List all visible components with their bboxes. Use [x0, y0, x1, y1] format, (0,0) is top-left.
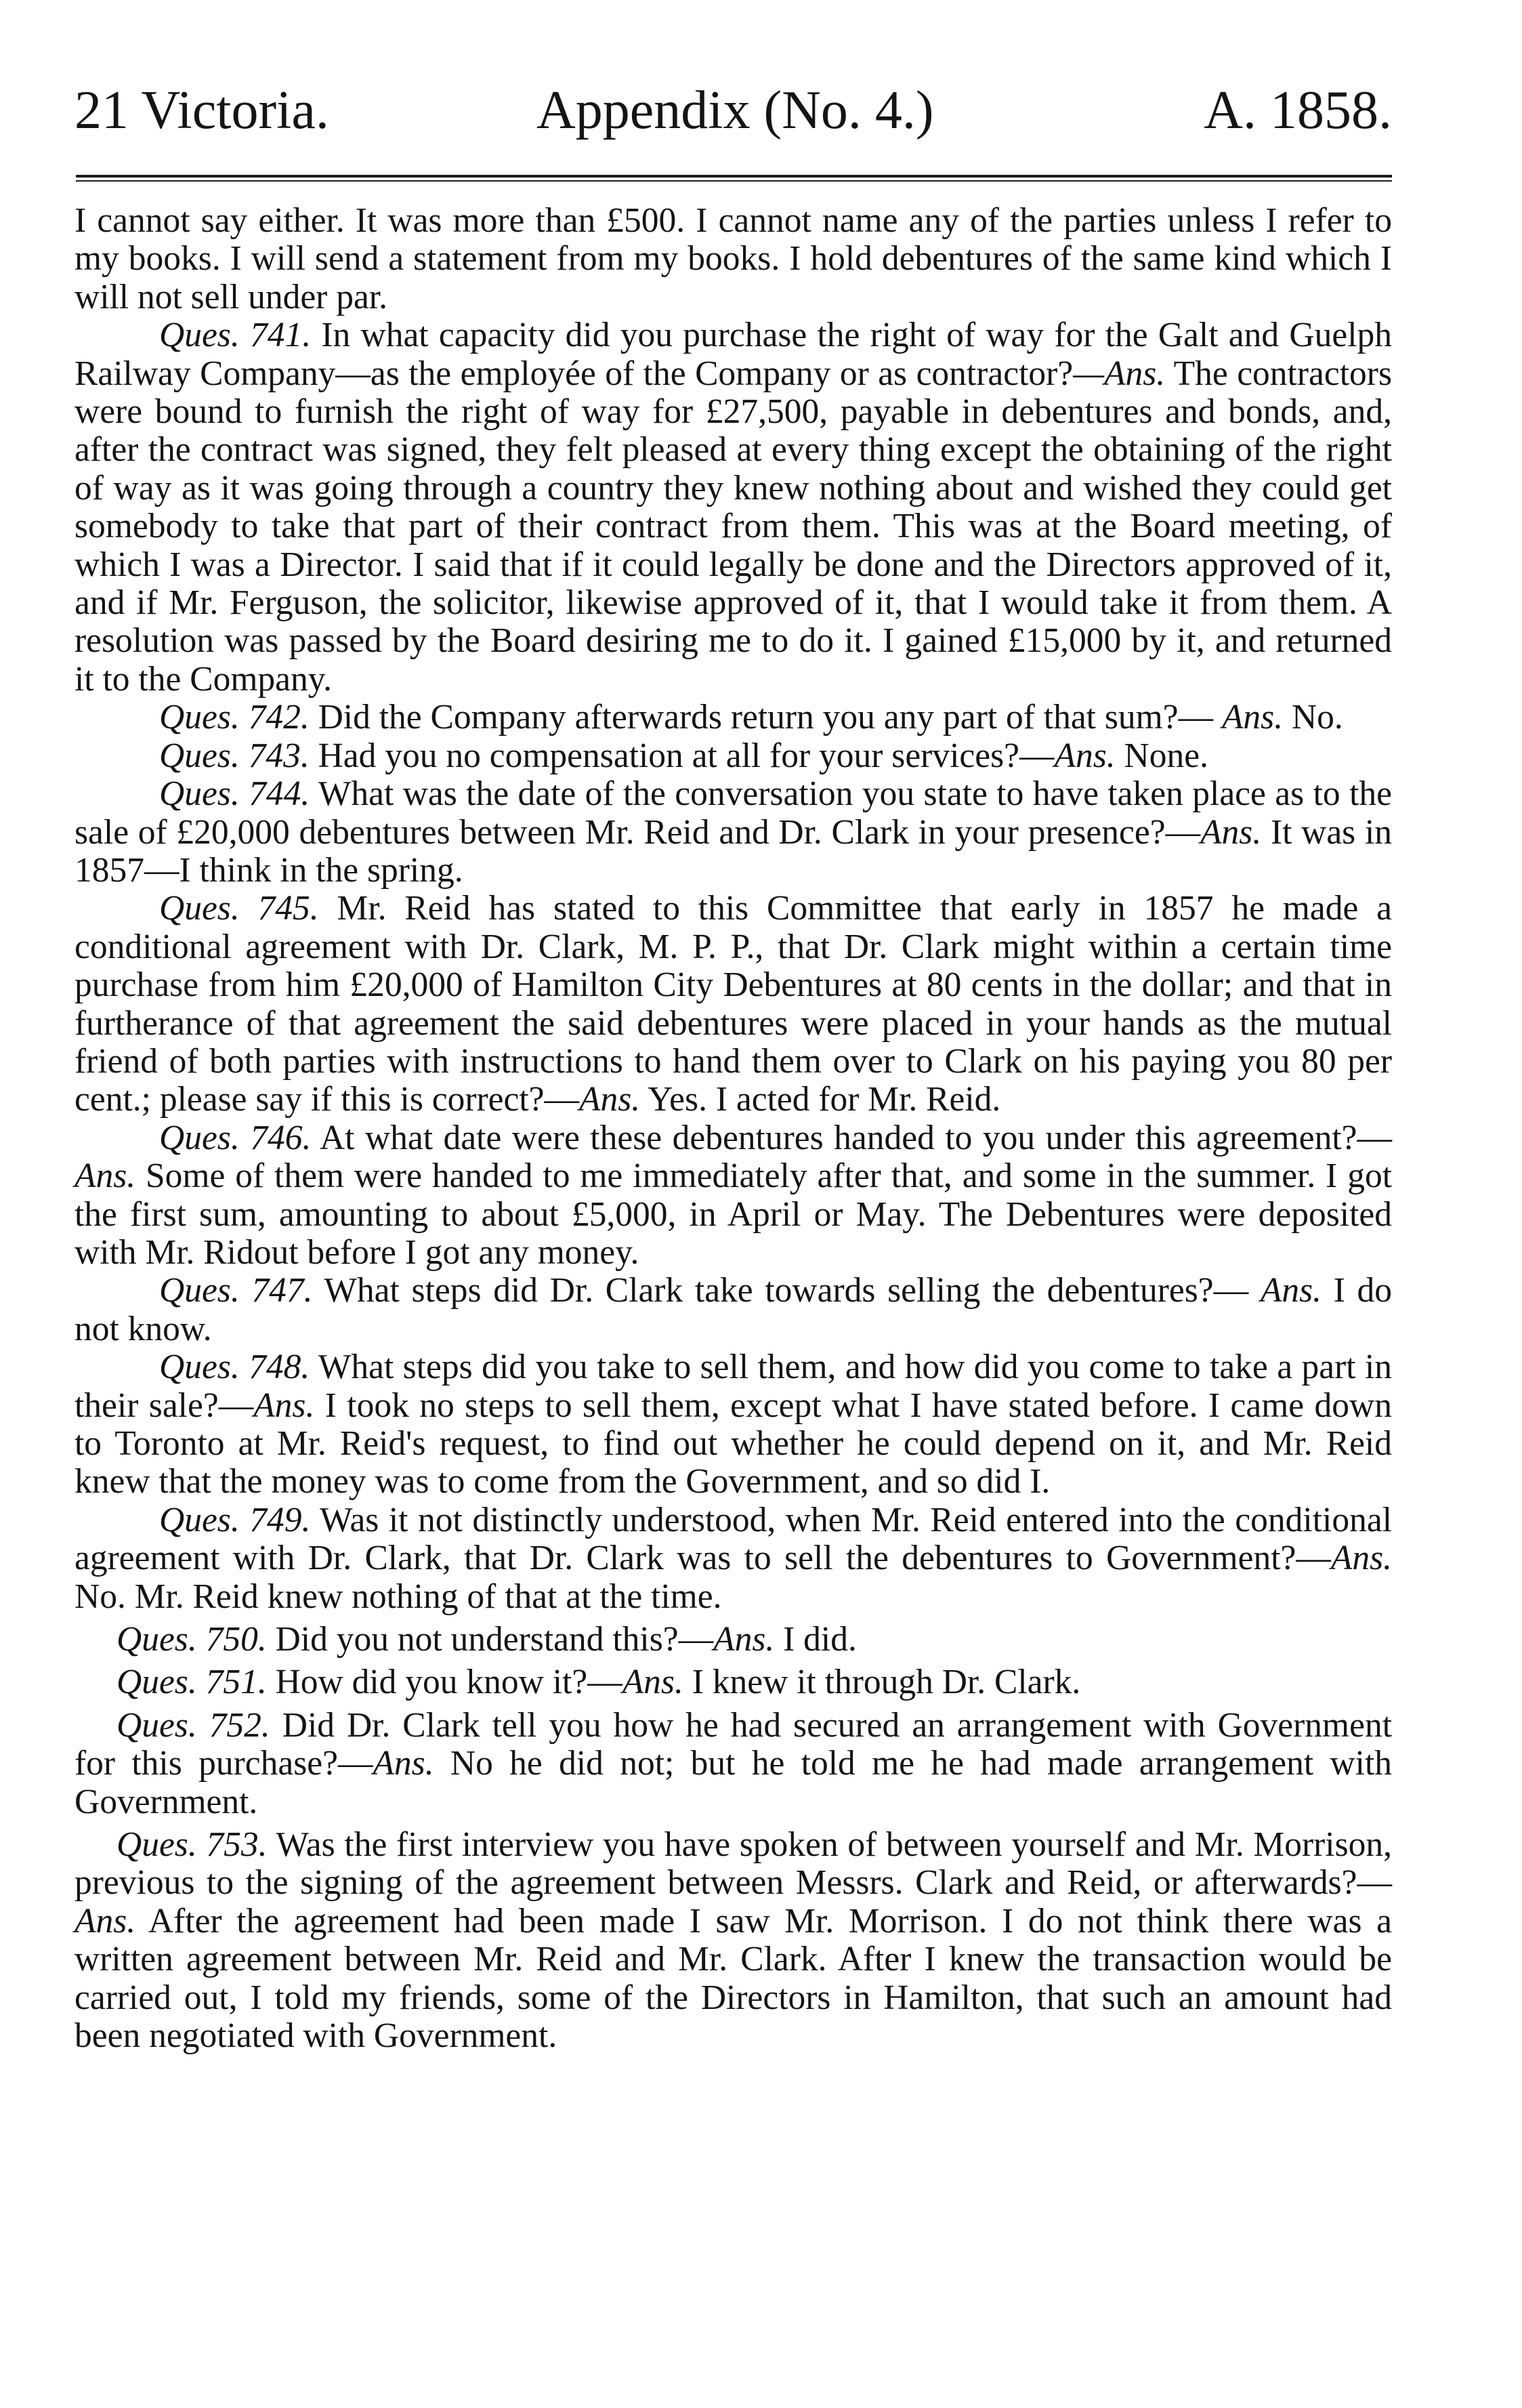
question-text: Was the first interview you have spoken of between yourself and Mr. Morrison, previous to the signing of the agreement between Messrs. Clark and Reid, or afterwards?— — [75, 1825, 1392, 1903]
question-745 — [75, 890, 1392, 1119]
header-year: A. 1858. — [1204, 81, 1392, 140]
question-label: Ques. 745. — [159, 889, 319, 928]
paragraph-text: I cannot say either. It was more than £500. I cannot name any of the parties unless I refer to my books. I will send a statement from my books. I hold debentures of the same kind which I will not sell under par. — [75, 201, 1392, 316]
answer-label: Ans. — [622, 1663, 683, 1702]
question-text: What steps did you take to sell them, and how did you come to take a part in their sale?— — [75, 1348, 1392, 1425]
question-text: What steps did Dr. Clark take towards selling the debentures?— — [324, 1271, 1249, 1310]
header-session: 21 Victoria. — [75, 81, 329, 140]
question-744 — [75, 775, 1392, 890]
answer-label: Ans. — [579, 1080, 641, 1119]
answer-label: Ans. — [253, 1386, 315, 1425]
question-text: Did the Company afterwards return you any part of that sum?— — [318, 698, 1214, 737]
answer-text: It was in 1857—I think in the spring. — [75, 812, 1393, 890]
question-label: Ques. 742. — [159, 698, 310, 737]
question-750 — [75, 1621, 1392, 1659]
answer-label: Ans. — [1221, 698, 1284, 737]
answer-label: Ans. — [1330, 1539, 1392, 1578]
question-label: Ques. 741. — [159, 316, 312, 355]
question-742 — [75, 699, 1392, 736]
question-748 — [75, 1348, 1392, 1501]
question-text: What was the date of the conversation you state to have taken place as to the sale of £20,000 debentures between Mr. Reid and Dr. Clark in your presence?— — [75, 774, 1392, 852]
answer-label: Ans. — [75, 1157, 136, 1196]
paragraph-continuation — [75, 202, 1392, 316]
question-label: Ques. 747. — [159, 1271, 313, 1310]
answer-text: After the agreement had been made I saw Mr. Morrison. I do not think there was a written agreement between Mr. Reid and Mr. Clark. After I knew the transaction would be carried out, I told my friends, some of the Directors in Hamilton, that such an amount had been negotiated with Government. — [75, 1901, 1392, 2056]
question-743 — [75, 737, 1392, 775]
question-752 — [75, 1707, 1392, 1821]
question-text: Did Dr. Clark tell you how he had secured an arrangement with Government for this purchase?— — [75, 1705, 1393, 1783]
question-text: At what date were these debentures handed to you under this agreement?— — [319, 1118, 1392, 1157]
answer-text: No. Mr. Reid knew nothing of that at the time. — [75, 1577, 722, 1616]
answer-text: The contractors were bound to furnish the right of way for £27,500, payable in debentures and bonds, and, after the contract was signed, they felt pleased at every thing except the obtaining of the right of way as it was going through a country they knew nothing about and wished they could get somebody to take that part of their contract from them. This was at the Board meeting, of which I was a Director. I said that if it could legally be done and the Directors approved of it, and if Mr. Ferguson, the solicitor, likewise approved of it, that I would take it from them. A resolution was passed by the Board desiring me to do it. I gained £15,000 by it, and returned it to the Company. — [75, 354, 1392, 699]
testimony-text — [75, 202, 1392, 2056]
question-746 — [75, 1119, 1392, 1272]
question-label: Ques. 750. — [117, 1620, 267, 1659]
question-751 — [75, 1663, 1392, 1701]
answer-text: Some of them were handed to me immediately after that, and some in the summer. I got the first sum, amounting to about £5,000, in April or May. The Debentures were deposited with Mr. Ridout before I got any money. — [75, 1157, 1392, 1272]
page-header — [75, 80, 1392, 141]
question-text: Did you not understand this?— — [275, 1620, 714, 1659]
question-753 — [75, 1826, 1392, 2055]
answer-text: I did. — [783, 1620, 857, 1659]
answer-text: I knew it through Dr. Clark. — [692, 1663, 1081, 1702]
answer-label: Ans. — [713, 1620, 775, 1659]
answer-label: —Ans. — [1073, 354, 1166, 393]
answer-text: None. — [1124, 736, 1208, 775]
answer-label: Ans. — [1260, 1271, 1322, 1310]
question-text: Had you no compensation at all for your services?— — [318, 736, 1055, 775]
answer-text: I took no steps to sell them, except what I have stated before. I came down to Toronto at Mr. Reid's request, to find out whether he could depend on it, and Mr. Reid knew that the money was to come from the Government, and so did I. — [75, 1386, 1392, 1501]
question-741 — [75, 316, 1392, 699]
question-749 — [75, 1501, 1392, 1616]
answer-text: I do not know. — [75, 1271, 1393, 1348]
answer-label: Ans. — [1054, 736, 1116, 775]
answer-text: No. — [1291, 698, 1343, 737]
answer-label: Ans. — [373, 1744, 434, 1783]
question-label: Ques. 753. — [117, 1825, 268, 1865]
answer-text: Yes. I acted for Mr. Reid. — [648, 1080, 1001, 1119]
question-label: Ques. 749. — [159, 1500, 311, 1539]
answer-label: Ans. — [1200, 812, 1262, 852]
question-text: How did you know it?— — [275, 1663, 622, 1702]
question-747 — [75, 1272, 1392, 1348]
question-label: Ques. 744. — [159, 774, 310, 814]
header-appendix: Appendix (No. 4.) — [536, 81, 934, 140]
question-text: Mr. Reid has stated to this Committee that early in 1857 he made a conditional agreement with Dr. Clark, M. P. P., that Dr. Clark might within a certain time purchase from him £20,000 of Hamilton City Debentures at 80 cents in the dollar; and that in furtherance of that agreement the said debentures were placed in your hands as the mutual friend of both parties with instructions to hand them over to Clark on his paying you 80 per cent.; please say if this is correct?— — [75, 889, 1392, 1119]
question-label: Ques. 751. — [117, 1663, 267, 1702]
question-text: In what capacity did you purchase the right of way for the Galt and Guelph Railway Company—as the employée of the Company or as contractor? — [75, 316, 1393, 393]
question-label: Ques. 748. — [159, 1348, 310, 1387]
answer-label: Ans. — [75, 1901, 136, 1940]
header-rule-thick — [76, 175, 1392, 178]
question-label: Ques. 743. — [159, 736, 310, 775]
question-label: Ques. 752. — [117, 1705, 270, 1745]
answer-text: No he did not; but he told me he had made arrangement with Government. — [75, 1744, 1393, 1821]
header-rule-thin — [76, 180, 1392, 182]
question-text: Was it not distinctly understood, when Mr. Reid entered into the conditional agreement with Dr. Clark, that Dr. Clark was to sell the debentures to Government?— — [75, 1500, 1392, 1578]
question-label: Ques. 746. — [159, 1118, 312, 1157]
